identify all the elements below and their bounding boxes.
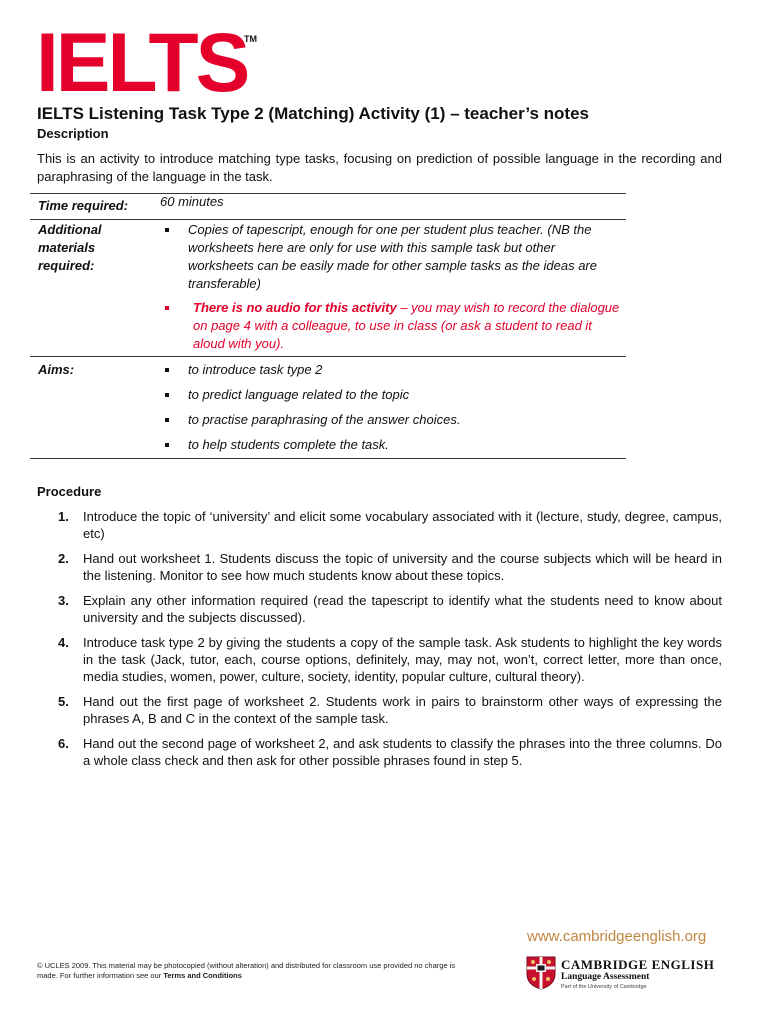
step-text: Hand out the second page of worksheet 2, and ask students to classify the phrases into the three columns. Do a whole class check and then ask for other possible phrases found in step 5. bbox=[83, 736, 722, 768]
terms-and-conditions-link[interactable]: Terms and Conditions bbox=[163, 971, 242, 980]
cambridge-crest-icon bbox=[526, 956, 556, 990]
step-text: Introduce task type 2 by giving the students a copy of the sample task. Ask students to highlight the key words in the task (Jack, tutor, each, course options, definitely, may, may not, won’t, correct letter, more than once, media studies, women, power, culture, society, identity, popular culture, cultural theory). bbox=[83, 635, 722, 684]
bullet-square-icon bbox=[165, 393, 169, 397]
materials-label-line: Additional bbox=[38, 222, 102, 237]
materials-label-line: required: bbox=[38, 258, 95, 273]
bullet-square-icon bbox=[165, 306, 169, 310]
trademark-mark: TM bbox=[244, 34, 257, 44]
materials-list bbox=[160, 221, 620, 353]
copyright-notice bbox=[37, 961, 457, 981]
description-heading: Description bbox=[37, 126, 109, 141]
organisation-subtitle: Language Assessment bbox=[561, 972, 650, 982]
aims-item-text: to help students complete the task. bbox=[188, 437, 389, 452]
no-audio-notice-bold: There is no audio for this activity bbox=[193, 300, 397, 315]
ielts-logo bbox=[36, 16, 257, 110]
step-number: 6. bbox=[58, 736, 69, 751]
table-rule-1 bbox=[30, 219, 626, 220]
aims-item bbox=[160, 361, 620, 379]
procedure-step bbox=[37, 508, 722, 542]
aims-item-text: to practise paraphrasing of the answer choices. bbox=[188, 412, 461, 427]
aims-item-text: to predict language related to the topic bbox=[188, 387, 410, 402]
organisation-name: CAMBRIDGE ENGLISH bbox=[561, 957, 715, 972]
aims-item-text: to introduce task type 2 bbox=[188, 362, 323, 377]
procedure-step bbox=[37, 735, 722, 769]
materials-item-text: Copies of tapescript, enough for one per student plus teacher. (NB the worksheets here are only for use with this sample task but other worksheets can be easily made for other sample tasks as the ideas are transferable) bbox=[188, 222, 597, 291]
procedure-step bbox=[37, 693, 722, 727]
procedure-step bbox=[37, 634, 722, 685]
step-text: Explain any other information required (read the tapescript to identify what the students need to know about university and the subjects discussed). bbox=[83, 593, 722, 625]
aims-item bbox=[160, 386, 620, 404]
step-number: 3. bbox=[58, 593, 69, 608]
aims-item bbox=[160, 411, 620, 429]
step-number: 4. bbox=[58, 635, 69, 650]
bullet-square-icon bbox=[165, 443, 169, 447]
step-text: Introduce the topic of ‘university’ and elicit some vocabulary associated with it (lecture, study, degree, campus, etc) bbox=[83, 509, 722, 541]
bullet-square-icon bbox=[165, 228, 169, 232]
materials-item bbox=[160, 221, 620, 293]
copyright-text: © UCLES 2009. This material may be photocopied (without alteration) and distributed for classroom use provided no charge is made. For further information see our bbox=[37, 961, 456, 980]
step-number: 5. bbox=[58, 694, 69, 709]
description-text: This is an activity to introduce matching type tasks, focusing on prediction of possible language in the recording and paraphrasing of the language in the task. bbox=[37, 151, 722, 184]
no-audio-notice bbox=[160, 299, 620, 353]
time-required-label: Time required: bbox=[38, 198, 129, 213]
materials-label bbox=[38, 221, 102, 275]
table-rule-top bbox=[30, 193, 626, 194]
materials-label-line: materials bbox=[38, 240, 96, 255]
aims-item bbox=[160, 436, 620, 454]
step-text: Hand out worksheet 1. Students discuss the topic of university and the course subjects which will be heard in the listening. Monitor to see how much students know about these topics. bbox=[83, 551, 722, 583]
aims-list bbox=[160, 361, 620, 461]
step-number: 1. bbox=[58, 509, 69, 524]
no-audio-notice-text: – you may wish to record the dialogue on page 4 with a colleague, to use in class (or ask a student to read it aloud with you). bbox=[193, 300, 620, 351]
website-link[interactable]: www.cambridgeenglish.org bbox=[527, 928, 707, 945]
bullet-square-icon bbox=[165, 418, 169, 422]
procedure-step bbox=[37, 550, 722, 584]
aims-label: Aims: bbox=[38, 362, 75, 377]
step-number: 2. bbox=[58, 551, 69, 566]
bullet-square-icon bbox=[165, 368, 169, 372]
document-title: IELTS Listening Task Type 2 (Matching) Activity (1) – teacher’s notes bbox=[37, 104, 589, 123]
step-text: Hand out the first page of worksheet 2. Students work in pairs to brainstorm other ways of expressing the phrases A, B and C in the context of the sample task. bbox=[83, 694, 722, 726]
table-rule-2 bbox=[30, 356, 626, 357]
procedure-heading: Procedure bbox=[37, 484, 102, 499]
time-required-value: 60 minutes bbox=[160, 194, 224, 209]
procedure-step bbox=[37, 592, 722, 626]
procedure-list bbox=[37, 508, 722, 777]
ielts-logo-text: IELTS bbox=[36, 16, 248, 110]
organisation-affiliation: Part of the University of Cambridge bbox=[561, 984, 647, 990]
